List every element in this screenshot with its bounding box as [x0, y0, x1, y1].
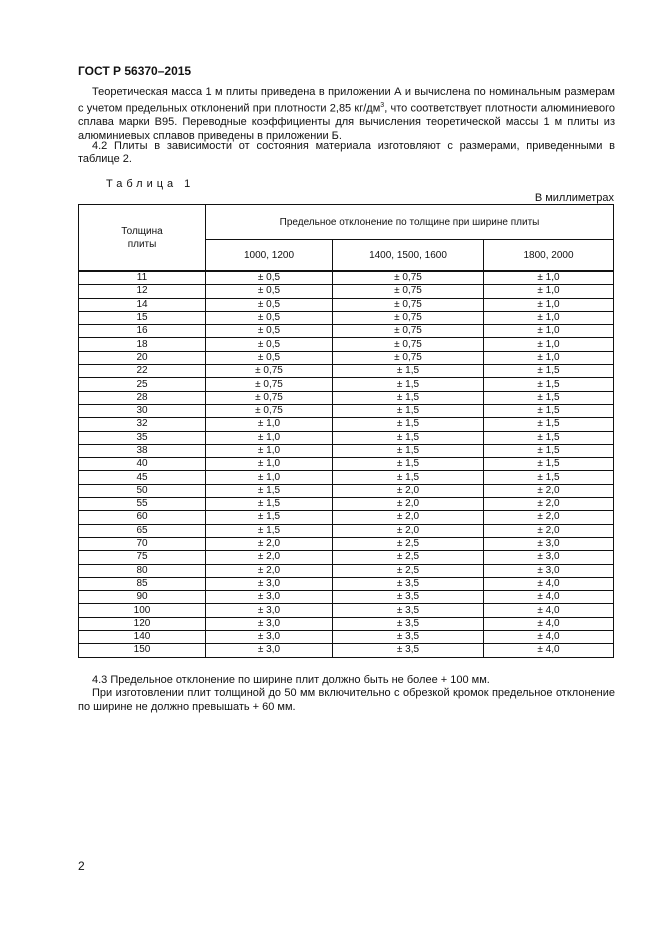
thickness-cell: 150: [79, 644, 206, 657]
table-row: [79, 511, 614, 524]
tolerance-cell: ± 3,5: [333, 604, 484, 617]
page-number: 2: [78, 859, 85, 873]
thickness-cell: 28: [79, 391, 206, 404]
thickness-cell: 75: [79, 551, 206, 564]
table-row: [79, 484, 614, 497]
tolerance-cell: ± 1,0: [484, 298, 614, 311]
tolerance-cell: ± 2,0: [484, 498, 614, 511]
tolerance-cell: ± 0,75: [206, 391, 333, 404]
tolerance-cell: ± 3,0: [206, 577, 333, 590]
thickness-cell: 11: [79, 271, 206, 285]
tolerance-cell: ± 1,5: [484, 418, 614, 431]
tolerance-cell: ± 1,5: [484, 458, 614, 471]
tolerance-cell: ± 0,75: [206, 365, 333, 378]
tolerance-cell: ± 1,0: [206, 418, 333, 431]
tolerance-cell: ± 1,0: [206, 471, 333, 484]
superscript: 3: [380, 102, 385, 110]
table-row: [79, 617, 614, 630]
thickness-cell: 40: [79, 458, 206, 471]
tolerance-cell: ± 0,5: [206, 298, 333, 311]
tolerance-cell: ± 2,0: [206, 564, 333, 577]
tolerance-cell: ± 3,0: [484, 551, 614, 564]
tolerance-cell: ± 2,5: [333, 564, 484, 577]
tolerance-cell: ± 0,5: [206, 311, 333, 324]
tolerance-cell: ± 1,0: [484, 311, 614, 324]
tolerance-cell: ± 0,5: [206, 338, 333, 351]
tolerance-cell: ± 0,75: [206, 378, 333, 391]
tolerance-cell: ± 1,0: [206, 458, 333, 471]
header-thickness: Толщина плиты: [79, 205, 206, 272]
table-row: [79, 604, 614, 617]
tolerance-cell: ± 1,5: [333, 378, 484, 391]
thickness-cell: 22: [79, 365, 206, 378]
intro-paragraph-1: [78, 86, 615, 143]
clause-4-3: 4.3 Предельное отклонение по ширине плит должно быть не более + 100 мм.: [92, 674, 490, 686]
tolerance-cell: ± 4,0: [484, 591, 614, 604]
table-caption: Таблица 1: [106, 178, 195, 190]
tolerance-cell: ± 1,5: [484, 404, 614, 417]
table-row: [79, 591, 614, 604]
tolerance-cell: ± 1,5: [484, 471, 614, 484]
thickness-cell: 85: [79, 577, 206, 590]
tolerance-cell: ± 3,0: [206, 591, 333, 604]
table-row: [79, 378, 614, 391]
thickness-cell: 16: [79, 325, 206, 338]
tolerance-cell: ± 1,5: [333, 444, 484, 457]
table-row: [79, 498, 614, 511]
tolerance-cell: ± 0,75: [206, 404, 333, 417]
tolerance-cell: ± 1,5: [333, 418, 484, 431]
thickness-cell: 35: [79, 431, 206, 444]
table-row: [79, 564, 614, 577]
table-row: [79, 551, 614, 564]
tolerance-cell: ± 1,0: [484, 351, 614, 364]
table-row: [79, 311, 614, 324]
tolerance-cell: ± 1,5: [333, 458, 484, 471]
tolerance-cell: ± 4,0: [484, 604, 614, 617]
table-row: [79, 404, 614, 417]
thickness-cell: 80: [79, 564, 206, 577]
tolerance-cell: ± 2,0: [484, 484, 614, 497]
tolerance-cell: ± 0,5: [206, 351, 333, 364]
table-row: [79, 271, 614, 285]
intro-paragraph-2: [78, 140, 615, 167]
clause-4-2: 4.2 Плиты в зависимости от состояния материала изготовляют с размерами, приведенными в таблице 2.: [78, 140, 615, 166]
tolerance-cell: ± 1,0: [484, 285, 614, 298]
table-row: [79, 471, 614, 484]
thickness-cell: 25: [79, 378, 206, 391]
tolerance-cell: ± 1,5: [206, 524, 333, 537]
table-row: [79, 577, 614, 590]
table-row: [79, 351, 614, 364]
thickness-cell: 100: [79, 604, 206, 617]
tolerance-cell: ± 0,5: [206, 325, 333, 338]
table-units: В миллиметрах: [534, 192, 614, 204]
table-row: [79, 285, 614, 298]
footer-paragraphs: [78, 674, 615, 714]
tolerance-cell: ± 1,0: [484, 271, 614, 285]
tolerance-cell: ± 3,5: [333, 631, 484, 644]
tolerance-cell: ± 3,5: [333, 591, 484, 604]
tolerance-cell: ± 0,75: [333, 285, 484, 298]
thickness-cell: 60: [79, 511, 206, 524]
tolerance-cell: ± 1,0: [484, 325, 614, 338]
thickness-cell: 14: [79, 298, 206, 311]
tolerance-cell: ± 1,5: [484, 365, 614, 378]
tolerance-cell: ± 1,5: [484, 378, 614, 391]
tolerance-cell: ± 2,0: [333, 498, 484, 511]
table-row: [79, 298, 614, 311]
tolerance-cell: ± 1,5: [333, 431, 484, 444]
document-header: ГОСТ Р 56370–2015: [78, 64, 192, 78]
table-row: [79, 338, 614, 351]
tolerance-cell: ± 2,0: [206, 551, 333, 564]
tolerance-cell: ± 1,5: [206, 511, 333, 524]
tolerance-cell: ± 1,5: [333, 404, 484, 417]
tolerance-cell: ± 1,5: [206, 498, 333, 511]
tolerance-cell: ± 3,0: [484, 564, 614, 577]
table-row: [79, 391, 614, 404]
table-row: [79, 458, 614, 471]
tolerance-cell: ± 3,5: [333, 617, 484, 630]
tolerance-cell: ± 1,5: [484, 444, 614, 457]
tolerance-cell: ± 1,5: [333, 391, 484, 404]
tolerance-cell: ± 3,0: [206, 644, 333, 657]
tolerance-cell: ± 1,5: [333, 365, 484, 378]
thickness-cell: 18: [79, 338, 206, 351]
tolerance-cell: ± 2,5: [333, 551, 484, 564]
tolerance-cell: ± 1,5: [206, 484, 333, 497]
table-row: [79, 444, 614, 457]
thickness-cell: 65: [79, 524, 206, 537]
table-row: [79, 537, 614, 550]
tolerance-cell: ± 3,5: [333, 577, 484, 590]
tolerance-cell: ± 0,75: [333, 325, 484, 338]
tolerance-cell: ± 1,0: [206, 444, 333, 457]
tolerance-cell: ± 2,0: [333, 511, 484, 524]
tolerance-cell: ± 1,5: [484, 431, 614, 444]
tolerance-cell: ± 3,0: [206, 631, 333, 644]
tolerance-cell: ± 4,0: [484, 631, 614, 644]
thickness-cell: 30: [79, 404, 206, 417]
header-tolerance-group: Предельное отклонение по толщине при ширине плиты: [206, 205, 614, 240]
table-row: [79, 325, 614, 338]
thickness-cell: 32: [79, 418, 206, 431]
thickness-cell: 38: [79, 444, 206, 457]
thickness-cell: 50: [79, 484, 206, 497]
thickness-cell: 140: [79, 631, 206, 644]
tolerance-cell: ± 4,0: [484, 644, 614, 657]
table-row: [79, 644, 614, 657]
tolerance-cell: ± 3,0: [206, 617, 333, 630]
tolerance-cell: ± 0,5: [206, 271, 333, 285]
tolerance-cell: ± 3,5: [333, 644, 484, 657]
header-width-1400-1600: 1400, 1500, 1600: [333, 240, 484, 272]
thickness-cell: 45: [79, 471, 206, 484]
tolerance-cell: ± 2,0: [333, 484, 484, 497]
tolerance-cell: ± 0,5: [206, 285, 333, 298]
intro-text-a: Теоретическая масса 1 м плиты приведена в приложении А и вычислена по номинальным размерам с учетом предельных отклонений при плотности 2,85 кг/дм: [78, 86, 615, 116]
tolerance-cell: ± 2,0: [484, 511, 614, 524]
table-row: [79, 431, 614, 444]
tolerance-cell: ± 1,5: [333, 471, 484, 484]
tolerance-cell: ± 0,75: [333, 351, 484, 364]
intro-text-b: , что соответствует плотности алюминиевого сплава марки В95. Переводные коэффициенты для вычисления теоретической массы 1 м плиты из алюминиевых сплавов приведены в приложении Б.: [78, 103, 615, 142]
table-row: [79, 631, 614, 644]
table-row: [79, 365, 614, 378]
tolerance-cell: ± 2,0: [206, 537, 333, 550]
tolerance-cell: ± 0,75: [333, 311, 484, 324]
thickness-cell: 120: [79, 617, 206, 630]
table-row: [79, 524, 614, 537]
thickness-cell: 20: [79, 351, 206, 364]
tolerance-cell: ± 0,75: [333, 298, 484, 311]
thickness-cell: 55: [79, 498, 206, 511]
tolerance-table: [78, 204, 614, 658]
thickness-cell: 70: [79, 537, 206, 550]
clause-4-3-note: При изготовлении плит толщиной до 50 мм включительно с обрезкой кромок предельное отклонение по ширине не должно превышать + 60 мм.: [78, 687, 615, 713]
tolerance-cell: ± 1,0: [206, 431, 333, 444]
header-width-1800-2000: 1800, 2000: [484, 240, 614, 272]
tolerance-cell: ± 3,0: [206, 604, 333, 617]
header-width-1000-1200: 1000, 1200: [206, 240, 333, 272]
tolerance-cell: ± 4,0: [484, 577, 614, 590]
table-row: [79, 418, 614, 431]
tolerance-cell: ± 1,0: [484, 338, 614, 351]
tolerance-cell: ± 0,75: [333, 271, 484, 285]
tolerance-cell: ± 2,0: [484, 524, 614, 537]
thickness-cell: 15: [79, 311, 206, 324]
tolerance-cell: ± 4,0: [484, 617, 614, 630]
tolerance-cell: ± 1,5: [484, 391, 614, 404]
thickness-cell: 90: [79, 591, 206, 604]
tolerance-cell: ± 3,0: [484, 537, 614, 550]
tolerance-cell: ± 0,75: [333, 338, 484, 351]
thickness-cell: 12: [79, 285, 206, 298]
tolerance-cell: ± 2,0: [333, 524, 484, 537]
tolerance-cell: ± 2,5: [333, 537, 484, 550]
